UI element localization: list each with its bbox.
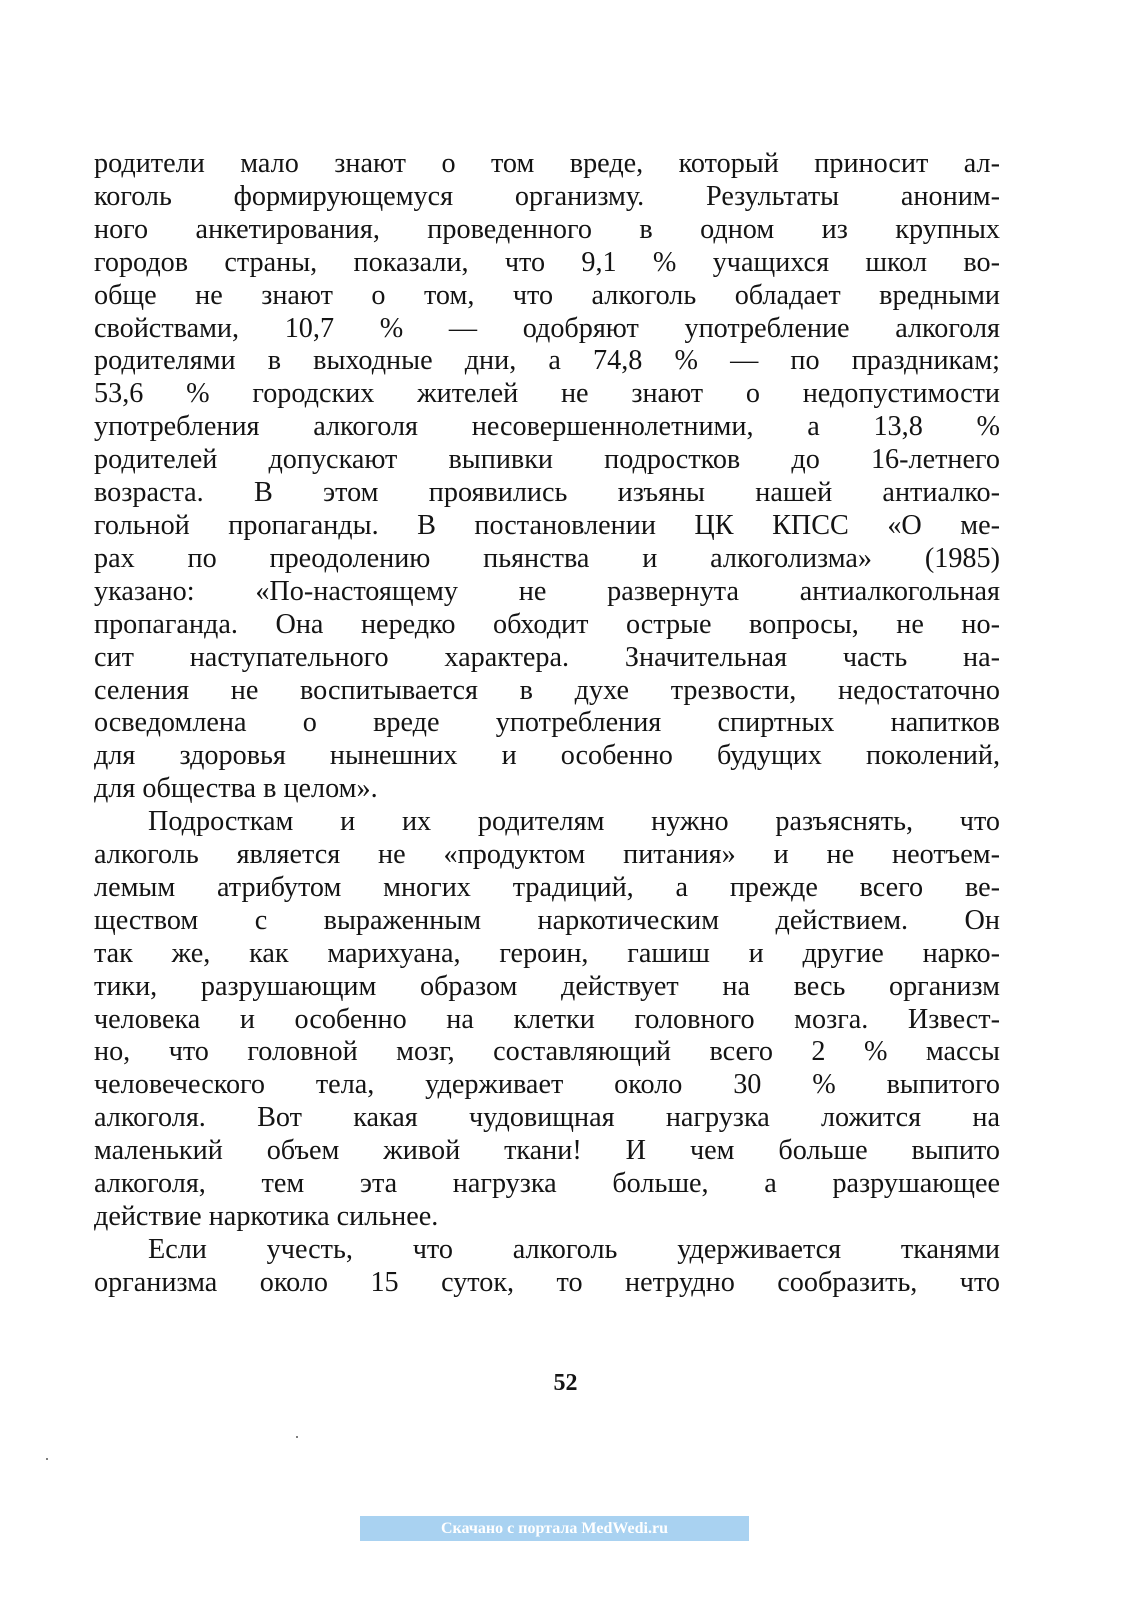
paragraph [94, 806, 1000, 1234]
text-line: действие наркотика сильнее. [94, 1201, 439, 1232]
text-line: селения не воспитывается в духе трезвости, недостаточно [94, 674, 1000, 706]
text-line: осведомлена о вреде употребления спиртных напитков [94, 707, 1000, 739]
paragraph [94, 1234, 1000, 1300]
text-line: тики, разрушающим образом действует на весь организм [94, 970, 1000, 1002]
text-line: возраста. В этом проявились изъяны нашей антиалко- [94, 477, 1000, 509]
text-line: для общества в целом». [94, 773, 378, 805]
text-line: человека и особенно на клетки головного мозга. Извест- [94, 1003, 1000, 1035]
text-line: алкоголь является не «продуктом питания» и не неотъем- [94, 839, 1000, 871]
text-line: ного анкетирования, проведенного в одном из крупных [94, 213, 1000, 245]
text-line: употребления алкоголя несовершеннолетними, а 13,8 % [94, 411, 1000, 443]
text-line: алкоголя. Вот какая чудовищная нагрузка ложится на [94, 1102, 1000, 1134]
page-number: 52 [553, 1370, 578, 1396]
text-line: сит наступательного характера. Значительная часть на- [94, 641, 1000, 673]
text-line: 53,6 % городских жителей не знают о недопустимости [94, 378, 1000, 410]
text-line: городов страны, показали, что 9,1 % учащихся школ во- [94, 246, 1000, 278]
text-line: Если учесть, что алкоголь удерживается тканями [148, 1233, 1000, 1265]
text-line: родителей допускают выпивки подростков до 16-летнего [94, 444, 1000, 476]
text-line: лемым атрибутом многих традиций, а прежде всего ве- [94, 871, 1000, 903]
text-line: рах по преодолению пьянства и алкоголизма» (1985) [94, 542, 1000, 574]
text-line: человеческого тела, удерживает около 30 % выпитого [94, 1069, 1000, 1101]
text-line: пропаганда. Она нередко обходит острые вопросы, не но- [94, 608, 1000, 640]
scan-speck [296, 1436, 298, 1438]
text-line: указано: «По-настоящему не развернута антиалкогольная [94, 575, 1000, 607]
text-line: коголь формирующемуся организму. Результаты аноним- [94, 180, 1000, 212]
text-line: обще не знают о том, что алкоголь обладает вредными [94, 279, 1000, 311]
text-line: для здоровья нынешних и особенно будущих поколений, [94, 740, 1000, 772]
text-line: алкоголя, тем эта нагрузка больше, а разрушающее [94, 1168, 1000, 1200]
text-line: родители мало знают о том вреде, который приносит ал- [94, 148, 1000, 179]
text-line: родителями в выходные дни, а 74,8 % — по праздникам; [94, 345, 1000, 377]
text-line: Подросткам и их родителям нужно разъяснять, что [148, 806, 1000, 838]
text-line: маленький объем живой ткани! И чем больше выпито [94, 1135, 1000, 1167]
text-line: но, что головной мозг, составляющий всего 2 % массы [94, 1036, 1000, 1068]
paragraph [94, 148, 1000, 806]
text-line: так же, как марихуана, героин, гашиш и другие нарко- [94, 937, 1000, 969]
text-line: ществом с выраженным наркотическим действием. Он [94, 904, 1000, 936]
text-line: свойствами, 10,7 % — одобряют употребление алкоголя [94, 312, 1000, 344]
body-text [94, 148, 1000, 1300]
download-watermark[interactable]: Скачано с портала MedWedi.ru [360, 1516, 749, 1541]
text-line: гольной пропаганды. В постановлении ЦК КПСС «О ме- [94, 509, 1000, 541]
scan-speck [46, 1458, 48, 1460]
text-line: организма около 15 суток, то нетрудно сообразить, что [94, 1266, 1000, 1298]
